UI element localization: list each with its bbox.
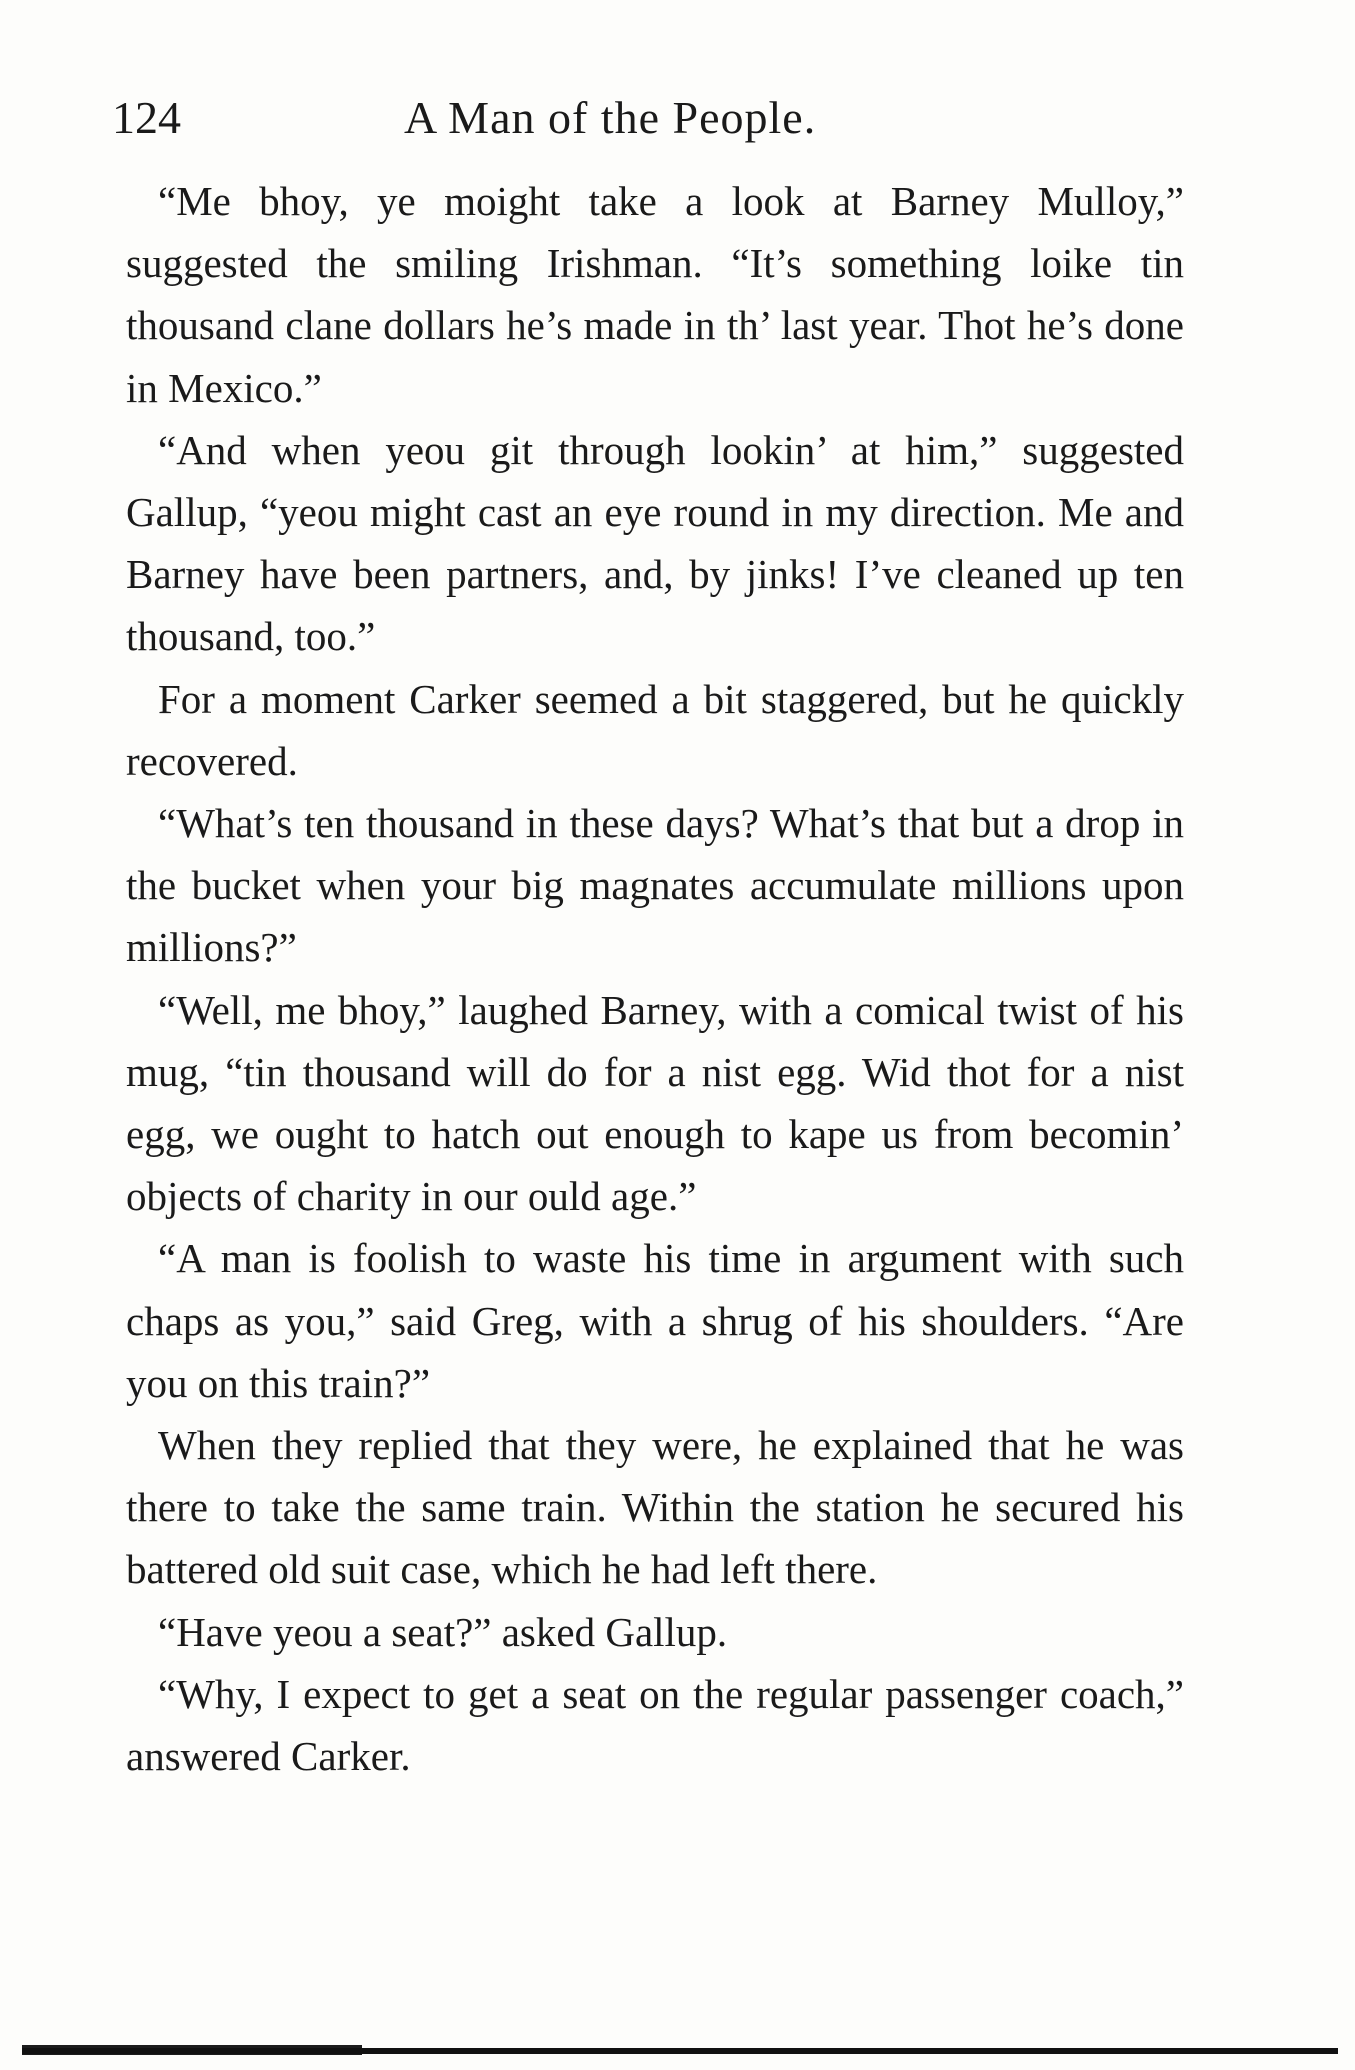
page-number: 124 [112,92,181,143]
paragraph-1: “Me bhoy, ye moight take a look at Barney Mulloy,” suggested the smiling Irishman. “It’s something loike tin thousand clane dollars he’s made in th’ last year. Thot he’s done in Mexico.” [126,178,1184,411]
paragraph-8: “Have yeou a seat?” asked Gallup. [158,1608,728,1655]
paragraph-2: “And when yeou git through lookin’ at him,” suggested Gallup, “yeou might cast an eye round in my direction. Me and Barney have been partners, and, by jinks! I’ve cleaned up ten thousand, too.” [126,426,1184,660]
running-title: A Man of the People. [404,92,817,143]
running-head [112,88,1182,148]
paragraph-3: For a moment Carker seemed a bit staggered, but he quickly recovered. [126,675,1184,784]
body-text [126,170,1184,1787]
paragraph-5: “Well, me bhoy,” laughed Barney, with a comical twist of his mug, “tin thousand will do for a nist egg. Wid thot for a nist egg, we ought to hatch out enough to kape us from becomin’ objects of charity in our ould age.” [126,986,1184,1220]
paragraph-4: “What’s ten thousand in these days? What’s that but a drop in the bucket when your big magnates accumulate millions upon millions?” [126,800,1184,971]
paragraph-7: When they replied that they were, he explained that he was there to take the same train. Within the station he secured his battered old suit case, which he had left there. [126,1422,1184,1593]
paragraph-9: “Why, I expect to get a seat on the regular passenger coach,” answered Carker. [126,1670,1184,1780]
paragraph-6: “A man is foolish to waste his time in argument with such chaps as you,” said Greg, with a shrug of his shoulders. “Are you on this train?” [126,1235,1184,1406]
bottom-rule [22,2048,1338,2054]
